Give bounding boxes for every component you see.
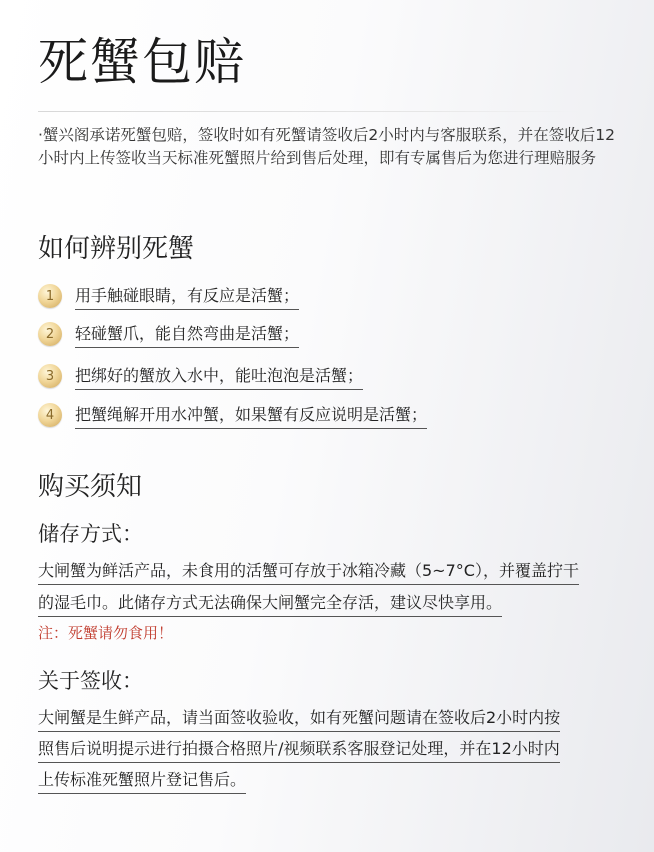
step-number-badge: 3 [38,364,62,388]
purchase-heading: 购买须知 [38,472,143,502]
warning-note: 注：死蟹请勿食用！ [38,624,174,642]
step-text: 用手触碰眼睛，有反应是活蟹； [75,283,299,310]
storage-heading: 储存方式： [38,522,143,546]
step-text: 把蟹绳解开用水冲蟹，如果蟹有反应说明是活蟹； [75,402,427,429]
identify-step [38,400,427,430]
intro-paragraph: ·蟹兴阁承诺死蟹包赔，签收时如有死蟹请签收后2小时内与客服联系，并在签收后12小时内上传签收当天标准死蟹照片给到售后处理，即有专属售后为您进行理赔服务 [38,126,616,167]
step-text: 把绑好的蟹放入水中，能吐泡泡是活蟹； [75,363,363,390]
step-number-badge: 1 [38,284,62,308]
receipt-text-line: 照售后说明提示进行拍摄合格照片/视频联系客服登记处理，并在12小时内 [38,736,560,763]
title-divider [38,111,580,112]
step-number-badge: 4 [38,403,62,427]
step-number-badge: 2 [38,322,62,346]
identify-step [38,361,363,391]
storage-text-line: 大闸蟹为鲜活产品，未食用的活蟹可存放于冰箱冷藏（5~7°C），并覆盖拧干 [38,558,579,585]
identify-heading: 如何辨别死蟹 [38,234,195,264]
identify-step [38,281,299,311]
page-title: 死蟹包赔 [38,33,246,91]
identify-step [38,319,299,349]
receipt-heading: 关于签收： [38,669,143,693]
storage-text-line: 的湿毛巾。此储存方式无法确保大闸蟹完全存活，建议尽快享用。 [38,590,502,617]
receipt-text-line: 上传标准死蟹照片登记售后。 [38,767,246,794]
receipt-text-line: 大闸蟹是生鲜产品，请当面签收验收，如有死蟹问题请在签收后2小时内按 [38,705,560,732]
step-text: 轻碰蟹爪，能自然弯曲是活蟹； [75,321,299,348]
